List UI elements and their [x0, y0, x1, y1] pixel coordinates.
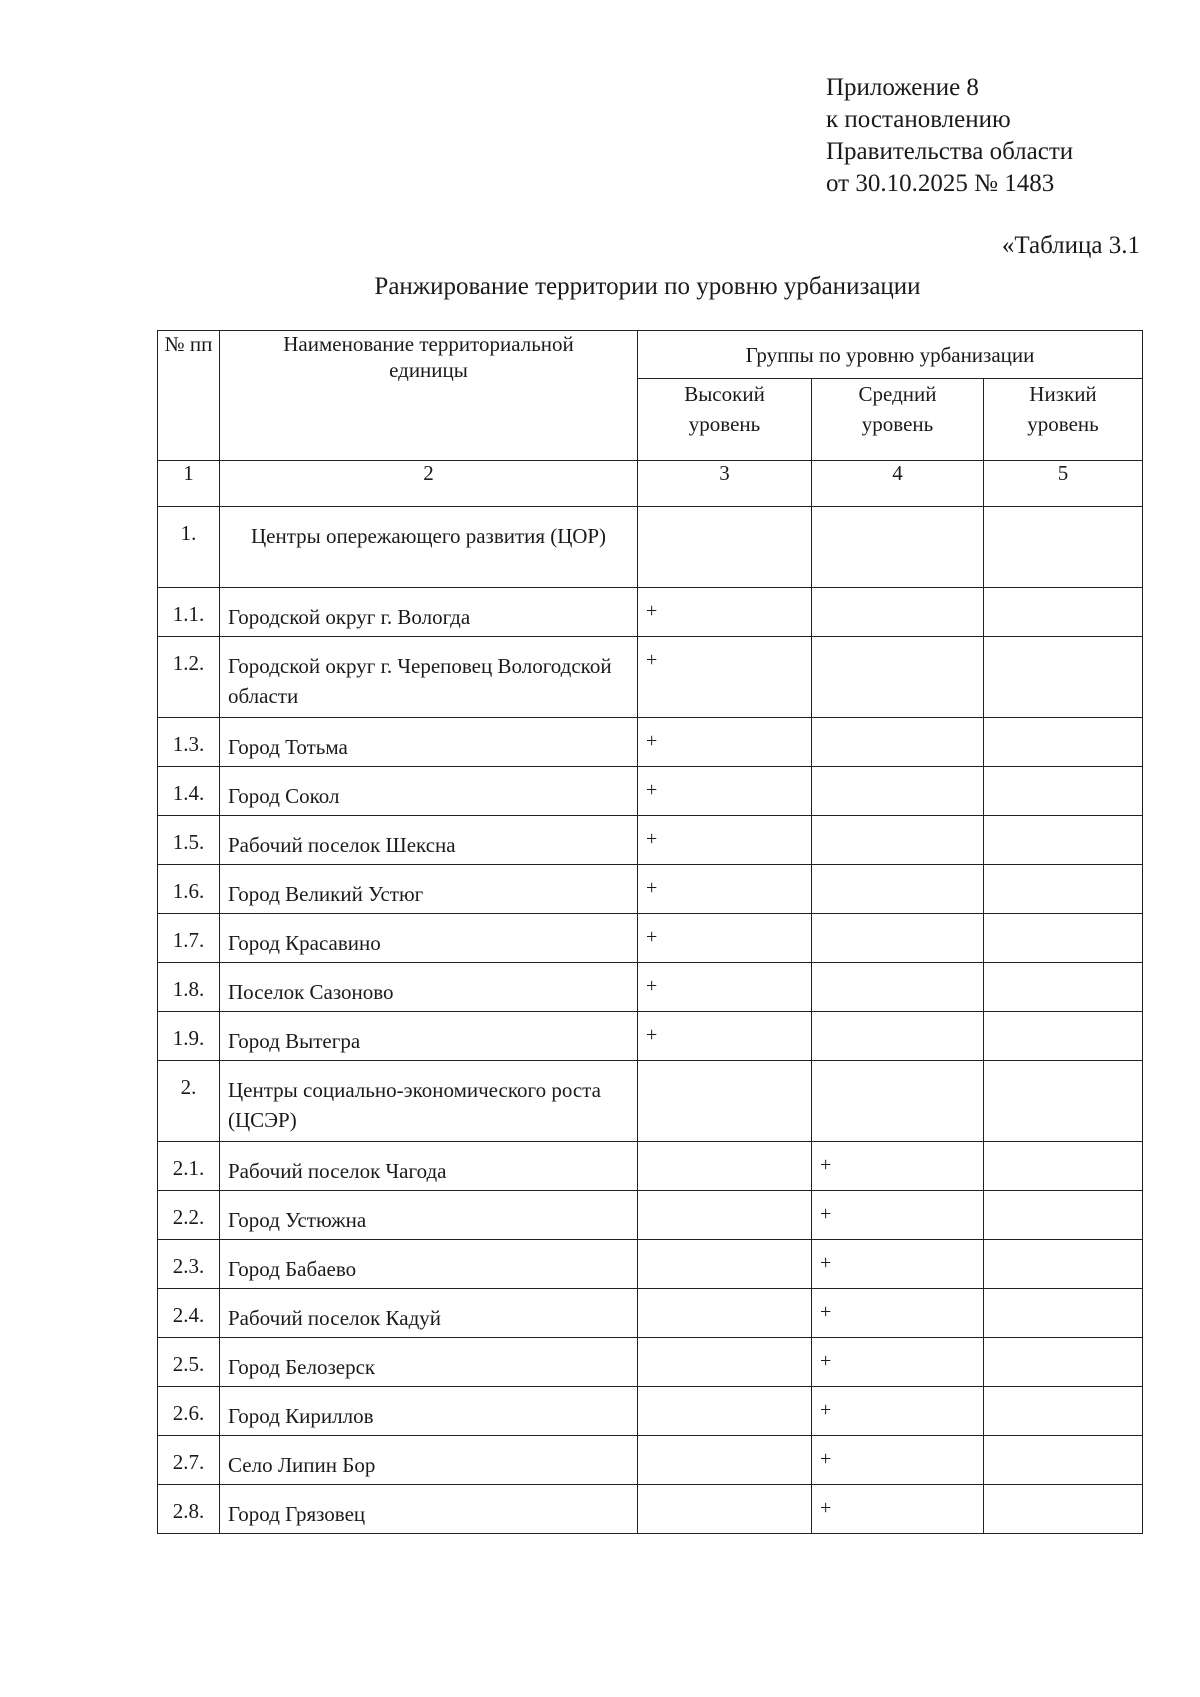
table-row: [158, 1191, 1143, 1240]
table-row: [158, 507, 1143, 588]
row-low: [984, 1387, 1143, 1436]
row-low: [984, 1061, 1143, 1142]
row-number: 2.7.: [158, 1436, 220, 1485]
row-number: 1.6.: [158, 865, 220, 914]
row-mid: [812, 963, 984, 1012]
column-header-name: Наименование территориальной единицы: [220, 331, 638, 461]
row-high: +: [638, 1012, 812, 1061]
row-name: Город Вытегра: [220, 1012, 638, 1061]
column-header-high: Высокий уровень: [638, 379, 812, 461]
row-mid: [812, 507, 984, 588]
row-name: Город Кириллов: [220, 1387, 638, 1436]
row-mid: [812, 588, 984, 637]
appendix-line: к постановлению: [826, 106, 1011, 133]
row-name: Город Красавино: [220, 914, 638, 963]
row-name: Город Белозерск: [220, 1338, 638, 1387]
row-high: +: [638, 914, 812, 963]
row-number: 1.3.: [158, 718, 220, 767]
row-mid: [812, 865, 984, 914]
row-mid: +: [812, 1289, 984, 1338]
table-row: [158, 1436, 1143, 1485]
row-mid: +: [812, 1436, 984, 1485]
row-number: 1.8.: [158, 963, 220, 1012]
row-number: 1.5.: [158, 816, 220, 865]
table-row: [158, 963, 1143, 1012]
column-header-low: Низкий уровень: [984, 379, 1143, 461]
row-low: [984, 1436, 1143, 1485]
row-mid: [812, 816, 984, 865]
table-row: [158, 1289, 1143, 1338]
row-number: 2.4.: [158, 1289, 220, 1338]
row-name: Рабочий поселок Чагода: [220, 1142, 638, 1191]
row-mid: [812, 637, 984, 718]
row-low: [984, 914, 1143, 963]
row-mid: +: [812, 1338, 984, 1387]
table-row: [158, 1387, 1143, 1436]
column-header-groups: Группы по уровню урбанизации: [638, 331, 1143, 379]
row-number: 2.: [158, 1061, 220, 1142]
row-low: [984, 1142, 1143, 1191]
row-number: 1.: [158, 507, 220, 588]
table-row: [158, 718, 1143, 767]
row-high: [638, 1240, 812, 1289]
row-number: 1.1.: [158, 588, 220, 637]
row-low: [984, 963, 1143, 1012]
row-name: Рабочий поселок Кадуй: [220, 1289, 638, 1338]
row-low: [984, 1240, 1143, 1289]
row-high: [638, 1289, 812, 1338]
column-header-mid: Средний уровень: [812, 379, 984, 461]
table-row: [158, 865, 1143, 914]
row-number: 1.4.: [158, 767, 220, 816]
row-high: +: [638, 816, 812, 865]
row-number: 1.9.: [158, 1012, 220, 1061]
row-high: [638, 1061, 812, 1142]
table-row: [158, 1338, 1143, 1387]
row-mid: +: [812, 1240, 984, 1289]
row-name: Центры опережающего развития (ЦОР): [220, 507, 638, 588]
table-row: [158, 767, 1143, 816]
row-mid: +: [812, 1191, 984, 1240]
row-high: [638, 1387, 812, 1436]
column-header-number: № пп: [158, 331, 220, 461]
appendix-line: от 30.10.2025 № 1483: [826, 170, 1055, 197]
row-number: 2.6.: [158, 1387, 220, 1436]
row-low: [984, 1485, 1143, 1534]
document-title: Ранжирование территории по уровню урбанизации: [374, 273, 921, 300]
row-low: [984, 816, 1143, 865]
table-row: [158, 1061, 1143, 1142]
row-high: +: [638, 963, 812, 1012]
table-row: [158, 1012, 1143, 1061]
row-name: Город Устюжна: [220, 1191, 638, 1240]
row-low: [984, 637, 1143, 718]
row-mid: [812, 767, 984, 816]
row-name: Город Тотьма: [220, 718, 638, 767]
row-low: [984, 588, 1143, 637]
row-low: [984, 1289, 1143, 1338]
row-high: [638, 507, 812, 588]
row-mid: [812, 1061, 984, 1142]
row-high: [638, 1191, 812, 1240]
row-name: Городской округ г. Череповец Вологодской области: [220, 637, 638, 718]
row-mid: [812, 718, 984, 767]
row-number: 2.1.: [158, 1142, 220, 1191]
row-number: 2.3.: [158, 1240, 220, 1289]
row-high: +: [638, 865, 812, 914]
row-high: [638, 1142, 812, 1191]
row-mid: [812, 1012, 984, 1061]
row-number: 2.5.: [158, 1338, 220, 1387]
column-number: 5: [984, 461, 1143, 507]
appendix-header: [826, 72, 1073, 200]
row-high: [638, 1485, 812, 1534]
row-low: [984, 507, 1143, 588]
row-low: [984, 1338, 1143, 1387]
appendix-line: Приложение 8: [826, 74, 979, 101]
row-number: 2.8.: [158, 1485, 220, 1534]
row-high: +: [638, 588, 812, 637]
table-row: [158, 1240, 1143, 1289]
row-low: [984, 1012, 1143, 1061]
table-row: [158, 588, 1143, 637]
column-number: 2: [220, 461, 638, 507]
row-name: Городской округ г. Вологда: [220, 588, 638, 637]
table-reference: «Таблица 3.1: [1001, 232, 1140, 259]
row-name: Город Сокол: [220, 767, 638, 816]
row-low: [984, 767, 1143, 816]
row-name: Село Липин Бор: [220, 1436, 638, 1485]
row-number: 1.2.: [158, 637, 220, 718]
table-row: [158, 1485, 1143, 1534]
urbanization-table: [157, 330, 1143, 1534]
row-high: [638, 1338, 812, 1387]
row-number: 1.7.: [158, 914, 220, 963]
row-number: 2.2.: [158, 1191, 220, 1240]
row-high: +: [638, 718, 812, 767]
row-mid: +: [812, 1387, 984, 1436]
row-mid: +: [812, 1485, 984, 1534]
row-high: +: [638, 767, 812, 816]
row-name: Рабочий поселок Шексна: [220, 816, 638, 865]
row-name: Город Великий Устюг: [220, 865, 638, 914]
row-name: Поселок Сазоново: [220, 963, 638, 1012]
table-row: [158, 816, 1143, 865]
column-number: 3: [638, 461, 812, 507]
column-number: 4: [812, 461, 984, 507]
row-low: [984, 1191, 1143, 1240]
column-number: 1: [158, 461, 220, 507]
row-name: Город Грязовец: [220, 1485, 638, 1534]
row-low: [984, 865, 1143, 914]
table-row: [158, 914, 1143, 963]
row-high: [638, 1436, 812, 1485]
row-name: Центры социально-экономического роста (ЦСЭР): [220, 1061, 638, 1142]
row-low: [984, 718, 1143, 767]
table-row: [158, 1142, 1143, 1191]
row-mid: [812, 914, 984, 963]
appendix-line: Правительства области: [826, 138, 1074, 165]
row-high: +: [638, 637, 812, 718]
row-name: Город Бабаево: [220, 1240, 638, 1289]
table-row: [158, 637, 1143, 718]
row-mid: +: [812, 1142, 984, 1191]
